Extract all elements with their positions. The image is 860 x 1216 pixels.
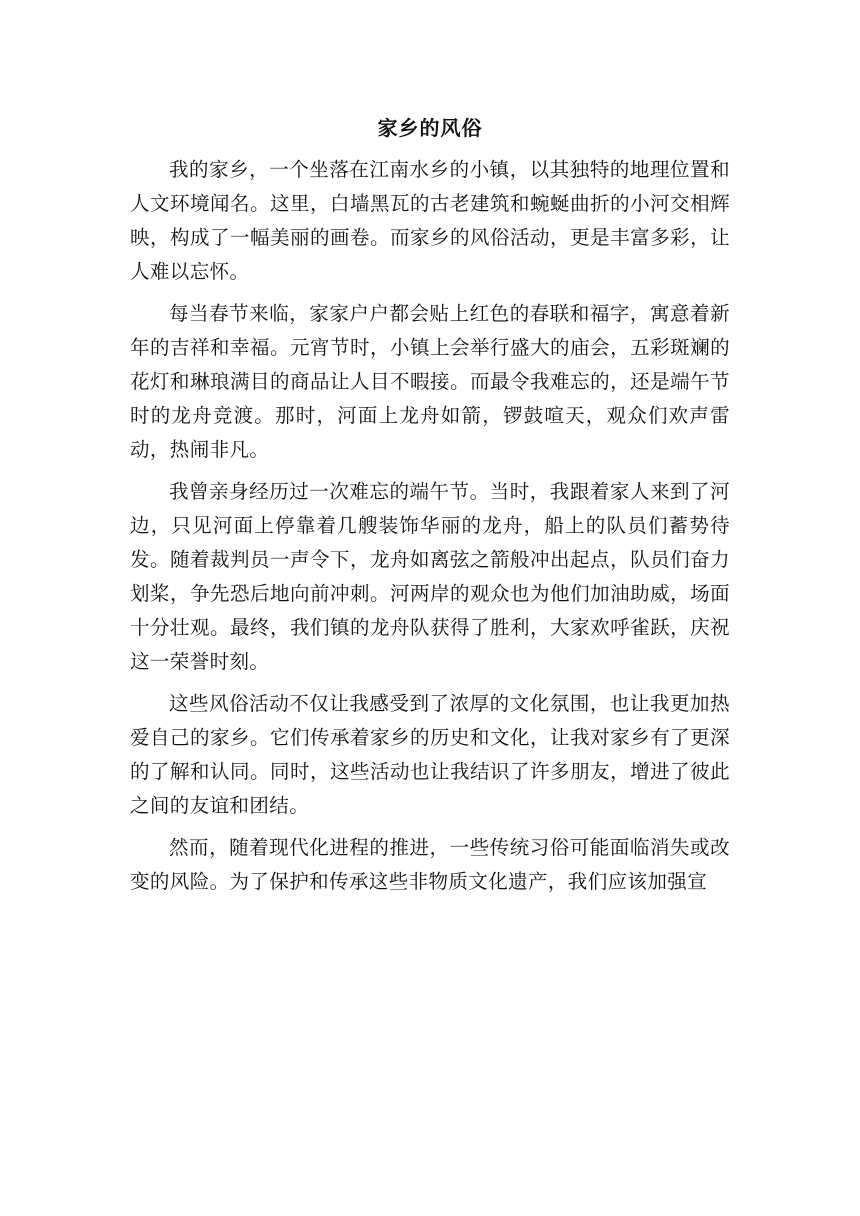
document-body — [130, 113, 730, 907]
paragraph-preservation: 然而，随着现代化进程的推进，一些传统习俗可能面临消失或改变的风险。为了保护和传承这些非物质文化遗产，我们应该加强宣 — [130, 836, 730, 893]
paragraph-festivals: 每当春节来临，家家户户都会贴上红色的春联和福字，寓意着新年的吉祥和幸福。元宵节时，小镇上会举行盛大的庙会，五彩斑斓的花灯和琳琅满目的商品让人目不暇接。而最令我难忘的，还是端午节时的龙舟竞渡。那时，河面上龙舟如箭，锣鼓喧天，观众们欢声雷动，热闹非凡。 — [130, 302, 730, 461]
paragraph-intro: 我的家乡，一个坐落在江南水乡的小镇，以其独特的地理位置和人文环境闻名。这里，白墙黑瓦的古老建筑和蜿蜒曲折的小河交相辉映，构成了一幅美丽的画卷。而家乡的风俗活动，更是丰富多彩，让人难以忘怀。 — [130, 158, 730, 283]
document-title: 家乡的风俗 — [377, 116, 483, 140]
paragraph-dragon-boat: 我曾亲身经历过一次难忘的端午节。当时，我跟着家人来到了河边，只见河面上停靠着几艘装饰华丽的龙舟，船上的队员们蓄势待发。随着裁判员一声令下，龙舟如离弦之箭般冲出起点，队员们奋力划桨，争先恐后地向前冲刺。河两岸的观众也为他们加油助威，场面十分壮观。最终，我们镇的龙舟队获得了胜利，大家欢呼雀跃，庆祝这一荣誉时刻。 — [130, 480, 730, 673]
paragraph-reflection: 这些风俗活动不仅让我感受到了浓厚的文化氛围，也让我更加热爱自己的家乡。它们传承着家乡的历史和文化，让我对家乡有了更深的了解和认同。同时，这些活动也让我结识了许多朋友，增进了彼此之间的友谊和团结。 — [130, 692, 730, 817]
